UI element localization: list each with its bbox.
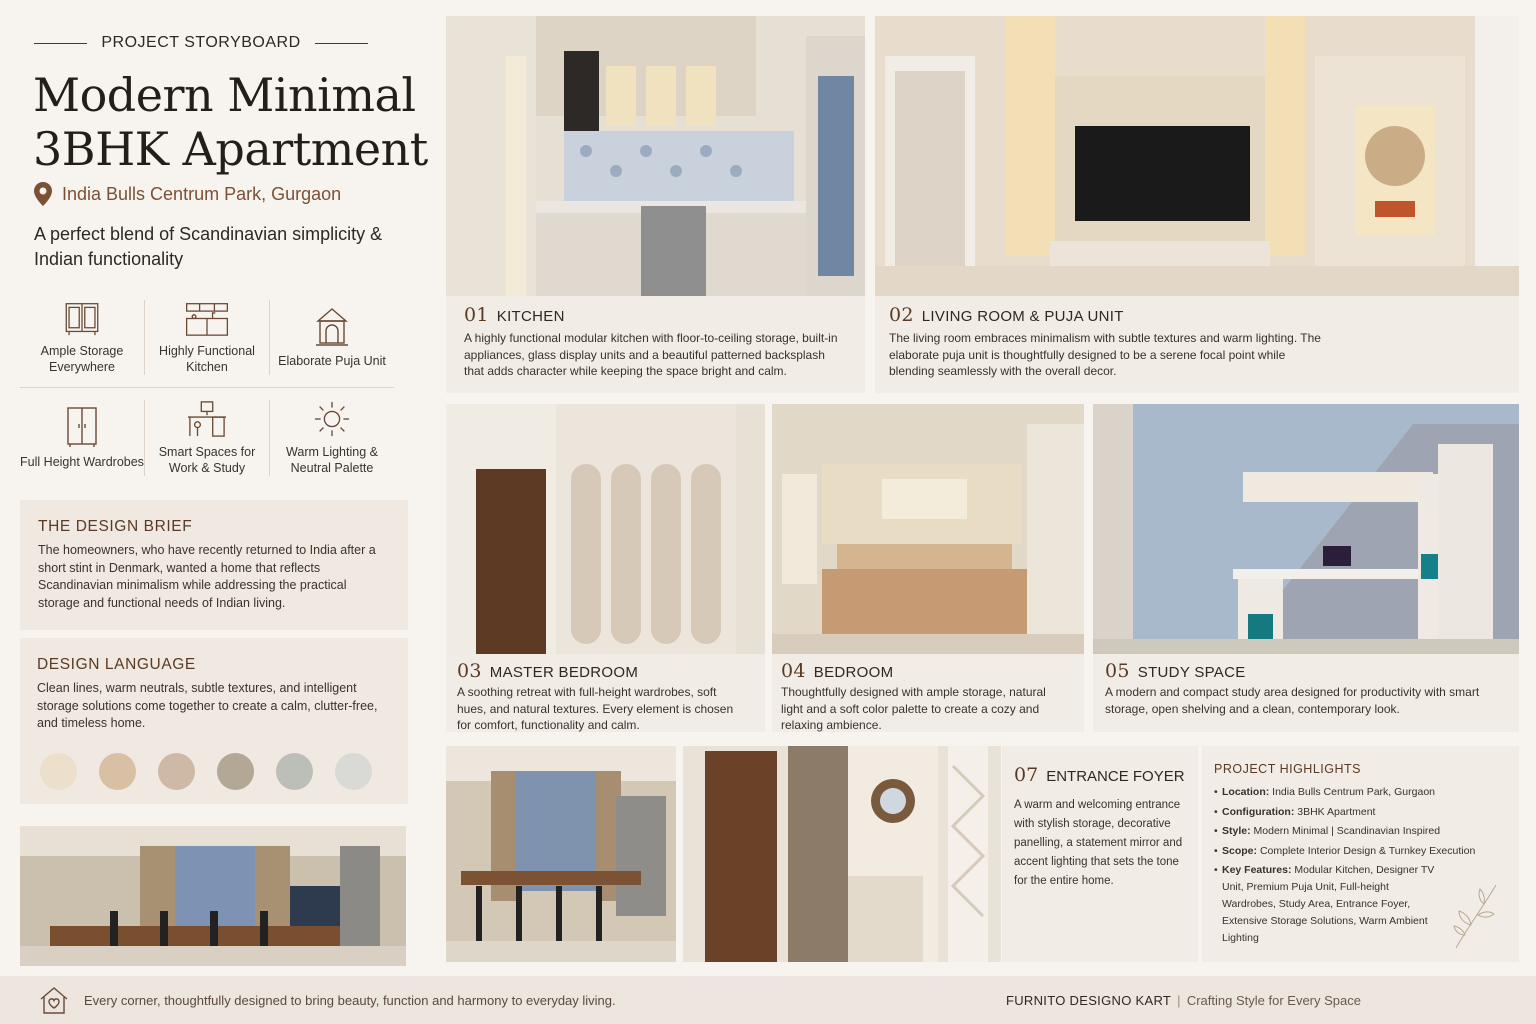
master-title [457, 660, 747, 682]
bedroom-card [772, 404, 1084, 732]
location-text: India Bulls Centrum Park, Gurgaon [62, 183, 342, 204]
title-line-2: 3BHK Apartment [33, 122, 428, 176]
section-number: 01 [464, 304, 489, 326]
feature-label: Ample Storage Everywhere [40, 344, 124, 374]
sun-icon [312, 400, 352, 438]
tagline: A perfect blend of Scandinavian simplicity & Indian functionality [34, 224, 383, 269]
brief-text: The homeowners, who have recently returned to India after a short stint in Denmark, wanted a home that reflects Scandinavian minimalism while addressing the practical storage and functional needs of Indian living. [38, 543, 376, 610]
kitchen-title [464, 304, 847, 326]
study-title [1105, 660, 1501, 682]
feature-label: Warm Lighting & Neutral Palette [286, 445, 378, 475]
study-text: A modern and compact study area designed for productivity with smart storage, open shelving and a clean, contemporary look. [1105, 685, 1480, 716]
desk-icon [185, 400, 229, 438]
section-number: 03 [457, 660, 482, 682]
section-title: KITCHEN [496, 308, 565, 325]
highlight-value: India Bulls Centrum Park, Gurgaon [1272, 786, 1435, 798]
section-number: 04 [781, 660, 806, 682]
project-highlights [1202, 746, 1519, 962]
highlight-item [1214, 804, 1507, 821]
feature-puja [270, 300, 394, 375]
master-bedroom-photo [446, 404, 765, 654]
eyebrow [34, 34, 368, 52]
footer-message: Every corner, thoughtfully designed to bring beauty, function and harmony to everyday living. [84, 992, 616, 1008]
feature-lighting [270, 400, 394, 476]
title-line-1: Modern Minimal [33, 68, 416, 122]
highlight-key: Style: [1222, 825, 1251, 837]
home-heart-icon [38, 985, 70, 1015]
brand-slogan: Crafting Style for Every Space [1186, 992, 1361, 1008]
color-swatch [217, 753, 254, 790]
feature-label: Elaborate Puja Unit [278, 353, 386, 368]
wardrobe-icon [65, 406, 99, 448]
brand [1006, 993, 1361, 1008]
section-number: 05 [1105, 660, 1130, 682]
color-swatch [335, 753, 372, 790]
color-swatch [40, 753, 77, 790]
brief-heading: THE DESIGN BRIEF [38, 518, 193, 535]
location [34, 182, 341, 206]
feature-label: Highly Functional Kitchen [159, 344, 255, 374]
feature-kitchen [145, 300, 270, 375]
language-text: Clean lines, warm neutrals, subtle textures, and intelligent storage solutions come together to create a calm, clutter-free, and timeless home. [37, 681, 378, 730]
brand-name: FURNITO DESIGNO KART [1006, 992, 1172, 1008]
highlight-value: 3BHK Apartment [1297, 805, 1376, 818]
highlights-heading: PROJECT HIGHLIGHTS [1214, 762, 1361, 776]
cabinet-icon [62, 300, 102, 337]
section-title: STUDY SPACE [1137, 664, 1246, 681]
temple-icon [312, 307, 352, 347]
highlight-key: Configuration: [1222, 805, 1295, 818]
study-card [1093, 404, 1519, 732]
design-language [20, 638, 408, 804]
location-pin-icon [34, 182, 52, 206]
bedroom-photo [772, 404, 1084, 654]
study-photo [1093, 404, 1519, 654]
brand-separator: | [1177, 992, 1181, 1008]
highlight-item [1214, 823, 1507, 840]
highlight-item [1214, 784, 1507, 801]
section-title: BEDROOM [813, 664, 894, 681]
foyer-text: A warm and welcoming entrance with stylish storage, decorative panelling, a statement mirror and accent lighting that sets the tone for the entire home. [1014, 799, 1183, 887]
master-bedroom-card [446, 404, 765, 732]
foyer-photo [683, 746, 1001, 962]
kitchen-photo [446, 16, 865, 296]
highlight-key: Location: [1222, 786, 1270, 798]
bedroom-title [781, 660, 1066, 682]
highlight-key: Scope: [1222, 844, 1258, 857]
section-number: 07 [1014, 764, 1039, 786]
section-title: MASTER BEDROOM [489, 664, 639, 681]
highlight-value: Complete Interior Design & Turnkey Execution [1259, 844, 1476, 857]
divider [34, 43, 87, 44]
living-title [889, 304, 1501, 326]
highlight-item [1214, 862, 1439, 947]
color-palette [37, 753, 391, 790]
feature-wardrobe [20, 400, 145, 476]
master-text: A soothing retreat with full-height wardrobes, soft hues, and natural textures. Every element is chosen for comfort, functionality and calm. [457, 685, 734, 732]
dining-room-photo [446, 746, 676, 962]
language-heading: DESIGN LANGUAGE [37, 656, 196, 673]
feature-storage [20, 300, 145, 375]
color-swatch [276, 753, 313, 790]
highlight-item [1214, 843, 1507, 860]
section-title: LIVING ROOM & PUJA UNIT [921, 308, 1124, 325]
highlight-value: Modern Minimal | Scandinavian Inspired [1253, 825, 1441, 837]
feature-label: Smart Spaces for Work & Study [158, 445, 256, 475]
dining-photo [20, 826, 406, 966]
foyer-card [1002, 746, 1198, 962]
design-brief [20, 500, 408, 630]
living-text: The living room embraces minimalism with subtle textures and warm lighting. The elaborate puja unit is thoughtfully designed to be a serene focal point while blending seamlessly with the overall decor. [889, 331, 1321, 378]
bedroom-text: Thoughtfully designed with ample storage, natural light and a soft color palette to create a cozy and relaxing ambience. [781, 685, 1046, 732]
section-title: ENTRANCE FOYER [1046, 768, 1185, 785]
feature-label: Full Height Wardrobes [20, 455, 144, 469]
highlight-value: Modular Kitchen, Designer TV Unit, Premium Puja Unit, Full-height Wardrobes, Study Area, Entrance Foyer, Extensive Storage Solutions, Warm Ambient Lighting [1222, 864, 1435, 944]
section-number: 02 [889, 304, 914, 326]
page-title [33, 68, 428, 176]
foyer-title [1014, 764, 1186, 786]
footer [0, 976, 1536, 1024]
feature-grid [20, 288, 394, 488]
kitchen-icon [183, 300, 231, 337]
color-swatch [99, 753, 136, 790]
divider [315, 43, 368, 44]
living-card [875, 16, 1519, 393]
eyebrow-text: PROJECT STORYBOARD [101, 34, 301, 51]
highlight-key: Key Features: [1222, 864, 1292, 876]
kitchen-card [446, 16, 865, 393]
kitchen-text: A highly functional modular kitchen with floor-to-ceiling storage, built-in appliances, glass display units and a beautiful patterned backsplash that adds character while keeping the space bright and calm. [464, 331, 838, 378]
living-photo [875, 16, 1519, 296]
leaf-icon [1451, 880, 1501, 950]
color-swatch [158, 753, 195, 790]
feature-study [145, 400, 270, 476]
